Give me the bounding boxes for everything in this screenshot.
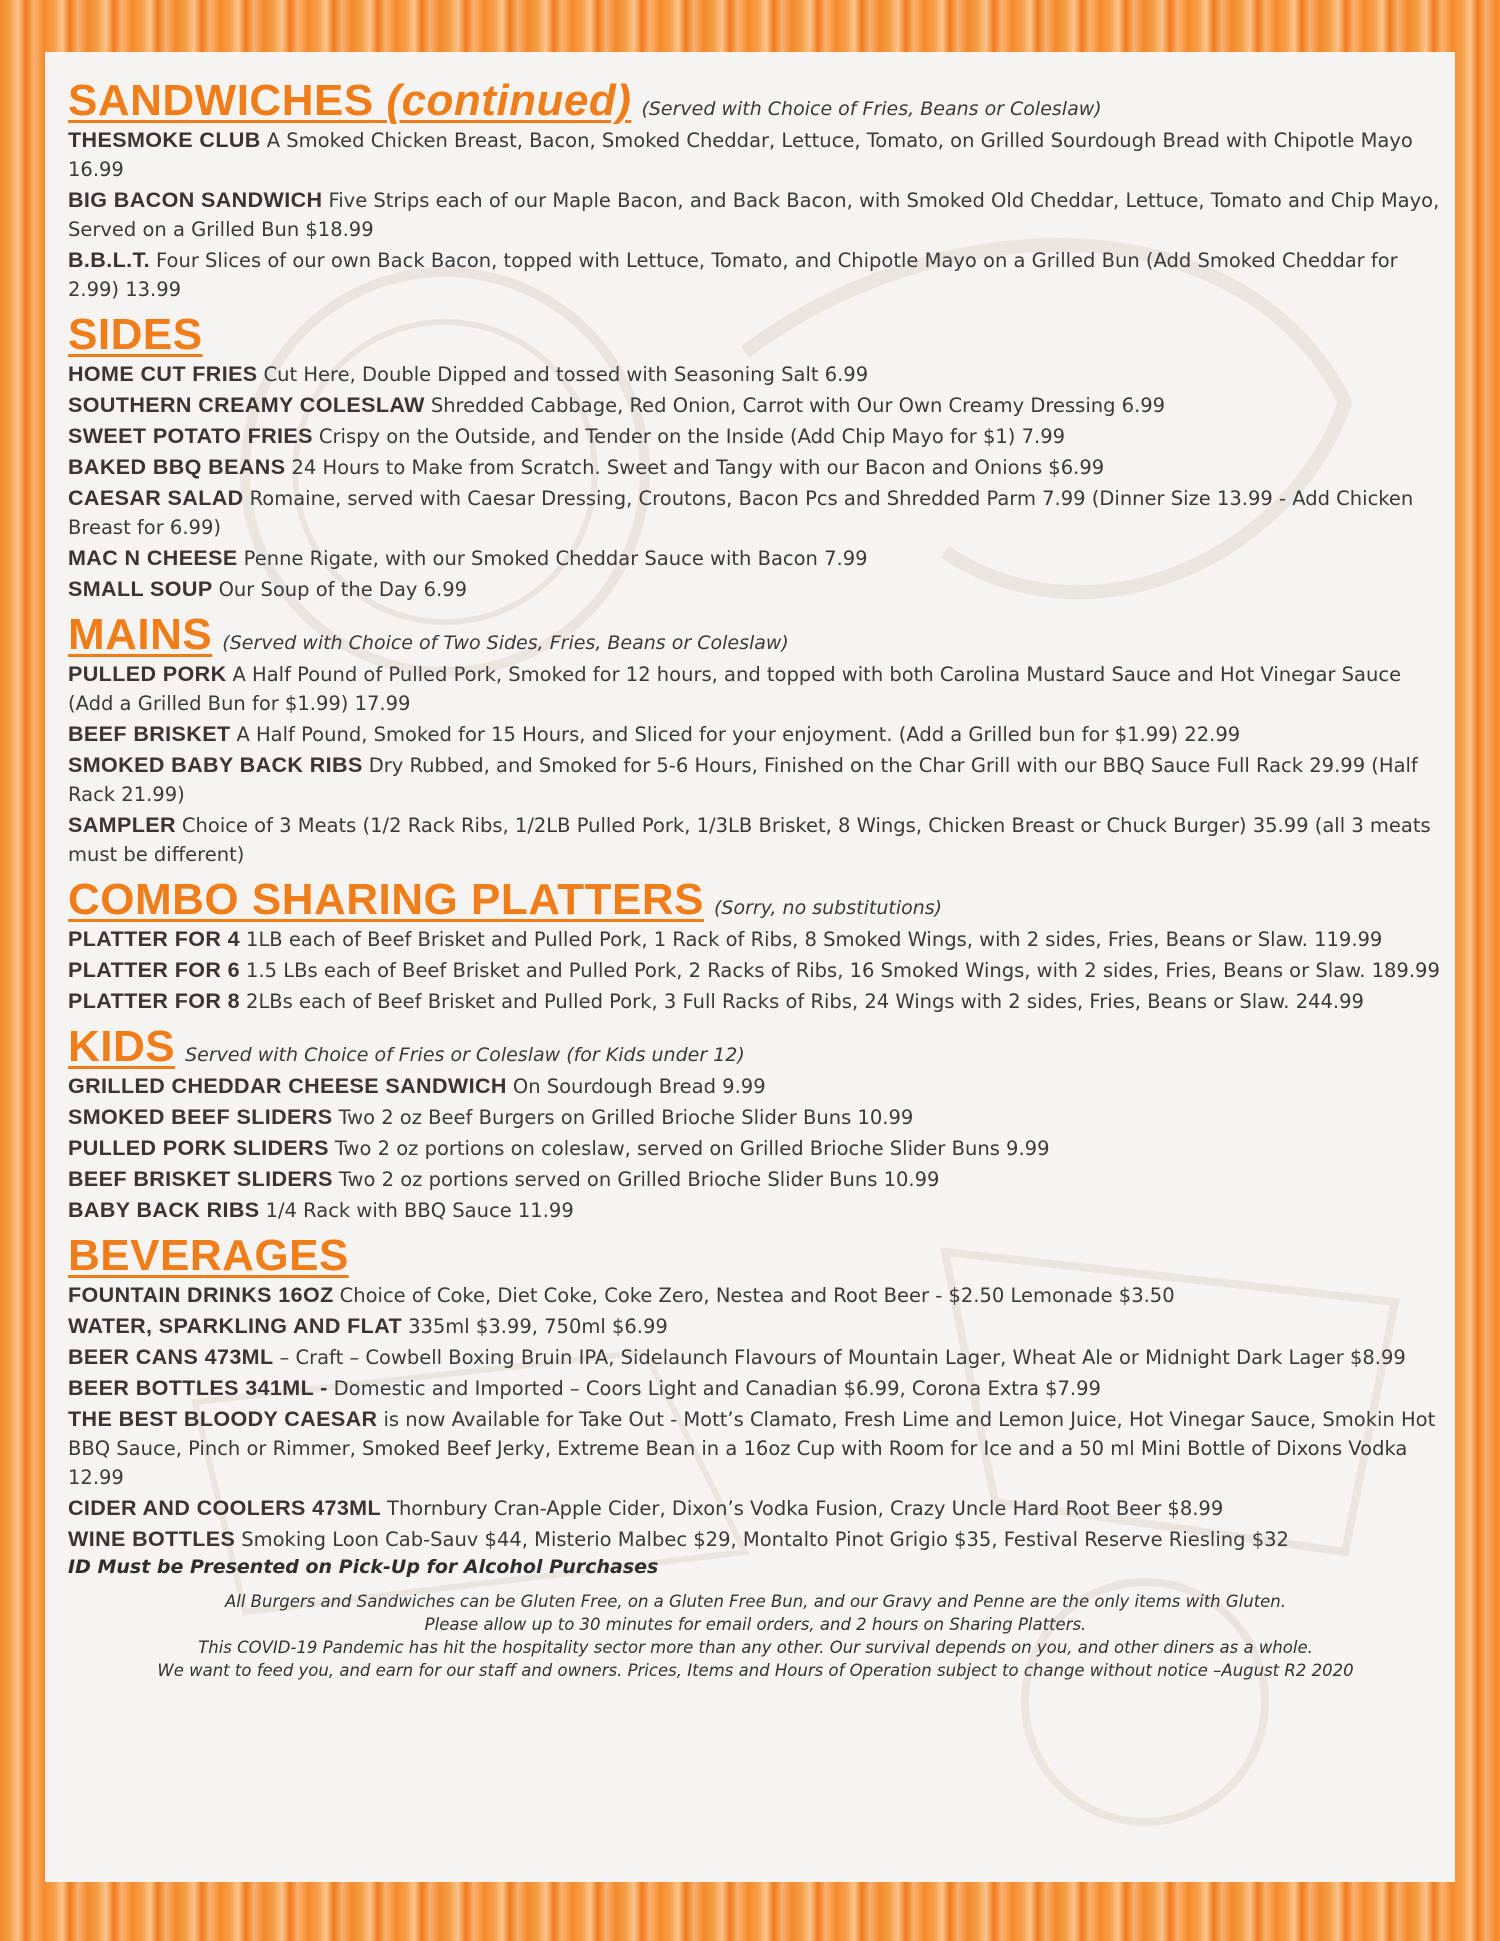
item-desc: Choice of Coke, Diet Coke, Coke Zero, Nestea and Root Beer - $2.50 Lemonade $3.50: [339, 1284, 1175, 1307]
item-desc: Domestic and Imported – Coors Light and Canadian $6.99, Corona Extra $7.99: [333, 1377, 1101, 1400]
menu-item: [68, 246, 1443, 304]
item-name: GRILLED CHEDDAR CHEESE SANDWICH: [68, 1074, 507, 1098]
item-name: SMOKED BABY BACK RIBS: [68, 753, 363, 777]
item-name: MAC N CHEESE: [68, 546, 238, 570]
item-name: BEEF BRISKET: [68, 722, 231, 746]
mains-header: [68, 612, 1443, 658]
item-desc: – Craft – Cowbell Boxing Bruin IPA, Sidelaunch Flavours of Mountain Lager, Wheat Ale or Midnight Dark Lager $8.99: [279, 1346, 1406, 1369]
item-desc: Two 2 oz Beef Burgers on Grilled Brioche Slider Buns 10.99: [338, 1106, 914, 1129]
item-desc: Penne Rigate, with our Smoked Cheddar Sauce with Bacon 7.99: [243, 547, 868, 570]
item-desc: 335ml $3.99, 750ml $6.99: [408, 1315, 668, 1338]
item-desc: 1.5 LBs each of Beef Brisket and Pulled Pork, 2 Racks of Ribs, 16 Smoked Wings, with 2 sides, Fries, Beans or Slaw. 189.99: [246, 959, 1440, 982]
item-name: PLATTER FOR 4: [68, 927, 241, 951]
item-name: PULLED PORK: [68, 662, 227, 686]
item-name: FOUNTAIN DRINKS 16OZ: [68, 1283, 334, 1307]
item-name: THE BEST BLOODY CAESAR: [68, 1407, 378, 1431]
sides-section: [68, 312, 1443, 604]
item-desc: 1LB each of Beef Brisket and Pulled Pork, 1 Rack of Ribs, 8 Smoked Wings, with 2 sides, Fries, Beans or Slaw. 119.99: [246, 928, 1383, 951]
item-name: CAESAR SALAD: [68, 486, 244, 510]
item-desc: Two 2 oz portions on coleslaw, served on Grilled Brioche Slider Buns 9.99: [334, 1137, 1050, 1160]
item-name: BEER BOTTLES 341ML -: [68, 1376, 328, 1400]
menu-item: [68, 925, 1443, 954]
item-desc: Cut Here, Double Dipped and tossed with Seasoning Salt 6.99: [263, 363, 869, 386]
menu-item: [68, 1405, 1443, 1492]
item-name: PLATTER FOR 6: [68, 958, 241, 982]
item-name: CIDER AND COOLERS 473ML: [68, 1496, 382, 1520]
item-name: HOME CUT FRIES: [68, 362, 258, 386]
menu-item: [68, 811, 1443, 869]
item-desc: is now Available for Take Out - Mott’s Clamato, Fresh Lime and Lemon Juice, Hot Vinegar Sauce, Smokin Hot BBQ Sauce, Pinch or Rimmer, Smoked Beef Jerky, Extreme Bean in a 16oz Cup with Room for Ice and a 50 ml Mini Bottle of Dixons Vodka 12.99: [68, 1408, 1436, 1489]
menu-item: [68, 1525, 1443, 1554]
footer-line: This COVID-19 Pandemic has hit the hospitality sector more than any other. Our survival depends on you, and other diners as a whole.: [198, 1638, 1313, 1657]
kids-title: KIDS: [68, 1022, 176, 1071]
sides-header: [68, 312, 1443, 358]
menu-item: [68, 544, 1443, 573]
mains-section: [68, 612, 1443, 869]
menu-item: [68, 1196, 1443, 1225]
menu-item: [68, 575, 1443, 604]
item-name: PULLED PORK SLIDERS: [68, 1136, 329, 1160]
menu-item: [68, 126, 1443, 184]
item-name: BABY BACK RIBS: [68, 1198, 260, 1222]
id-note: ID Must be Presented on Pick-Up for Alcohol Purchases: [68, 1556, 659, 1578]
menu-item: [68, 186, 1443, 244]
item-desc: Our Soup of the Day 6.99: [218, 578, 468, 601]
combo-note: (Sorry, no substitutions): [713, 897, 943, 919]
item-desc: Smoking Loon Cab-Sauv $44, Misterio Malbec $29, Montalto Pinot Grigio $35, Festival Reserve Riesling $32: [241, 1528, 1289, 1551]
menu-item: [68, 987, 1443, 1016]
menu-item: [68, 1134, 1443, 1163]
menu-item: [68, 1343, 1443, 1372]
beverages-title: BEVERAGES: [68, 1231, 349, 1280]
menu-item: [68, 660, 1443, 718]
item-name: BEEF BRISKET SLIDERS: [68, 1167, 333, 1191]
menu-item: [68, 453, 1443, 482]
item-name: PLATTER FOR 8: [68, 989, 241, 1013]
item-desc: 1/4 Rack with BBQ Sauce 11.99: [265, 1199, 574, 1222]
combo-header: [68, 877, 1443, 923]
beverages-header: [68, 1233, 1443, 1279]
item-desc: On Sourdough Bread 9.99: [512, 1075, 766, 1098]
item-desc: A Half Pound, Smoked for 15 Hours, and Sliced for your enjoyment. (Add a Grilled bun for $1.99) 22.99: [236, 723, 1241, 746]
item-desc: Two 2 oz portions served on Grilled Brioche Slider Buns 10.99: [338, 1168, 940, 1191]
item-desc: A Smoked Chicken Breast, Bacon, Smoked Cheddar, Lettuce, Tomato, on Grilled Sourdough Bread with Chipotle Mayo 16.99: [68, 129, 1413, 181]
item-name: BIG BACON SANDWICH: [68, 188, 323, 212]
menu-item: [68, 1072, 1443, 1101]
menu-panel: [45, 52, 1455, 1882]
item-desc: Romaine, served with Caesar Dressing, Croutons, Bacon Pcs and Shredded Parm 7.99 (Dinner Size 13.99 - Add Chicken Breast for 6.99): [68, 487, 1414, 539]
item-name: SAMPLER: [68, 813, 176, 837]
item-desc: 2LBs each of Beef Brisket and Pulled Pork, 3 Full Racks of Ribs, 24 Wings with 2 sides, Fries, Beans or Slaw. 244.99: [246, 990, 1364, 1013]
item-name: SOUTHERN CREAMY COLESLAW: [68, 393, 425, 417]
item-desc: Shredded Cabbage, Red Onion, Carrot with Our Own Creamy Dressing 6.99: [430, 394, 1166, 417]
footer-line: Please allow up to 30 minutes for email orders, and 2 hours on Sharing Platters.: [424, 1615, 1087, 1634]
item-name: BEER CANS 473ML: [68, 1345, 274, 1369]
menu-item: [68, 1103, 1443, 1132]
footer-line: We want to feed you, and earn for our staff and owners. Prices, Items and Hours of Operation subject to change without notice –August R2 2020: [157, 1661, 1354, 1680]
item-desc: Five Strips each of our Maple Bacon, and Back Bacon, with Smoked Old Cheddar, Lettuce, Tomato and Chip Mayo, Served on a Grilled Bun $18.99: [68, 189, 1440, 241]
sides-title: SIDES: [68, 310, 203, 359]
sandwiches-note: (Served with Choice of Fries, Beans or Coleslaw): [641, 98, 1102, 120]
menu-item: [68, 484, 1443, 542]
kids-note: Served with Choice of Fries or Coleslaw (for Kids under 12): [185, 1044, 745, 1066]
menu-item: [68, 391, 1443, 420]
item-desc: Crispy on the Outside, and Tender on the Inside (Add Chip Mayo for $1) 7.99: [318, 425, 1066, 448]
item-desc: Four Slices of our own Back Bacon, topped with Lettuce, Tomato, and Chipotle Mayo on a Grilled Bun (Add Smoked Cheddar for 2.99) 13.99: [68, 249, 1398, 301]
item-desc: Choice of 3 Meats (1/2 Rack Ribs, 1/2LB Pulled Pork, 1/3LB Brisket, 8 Wings, Chicken Breast or Chuck Burger) 35.99 (all 3 meats must be different): [68, 814, 1431, 866]
footer-line: All Burgers and Sandwiches can be Gluten Free, on a Gluten Free Bun, and our Gravy and Penne are the only items with Gluten.: [224, 1592, 1287, 1611]
item-name: SMOKED BEEF SLIDERS: [68, 1105, 333, 1129]
menu-item: [68, 956, 1443, 985]
item-desc: Dry Rubbed, and Smoked for 5-6 Hours, Finished on the Char Grill with our BBQ Sauce Full Rack 29.99 (Half Rack 21.99): [68, 754, 1418, 806]
menu-item: [68, 1281, 1443, 1310]
menu-item: [68, 1374, 1443, 1403]
menu-item: [68, 1312, 1443, 1341]
sandwiches-title: SANDWICHES (continued): [68, 76, 632, 125]
item-name: BAKED BBQ BEANS: [68, 455, 286, 479]
item-desc: A Half Pound of Pulled Pork, Smoked for 12 hours, and topped with both Carolina Mustard Sauce and Hot Vinegar Sauce (Add a Grilled Bun for $1.99) 17.99: [68, 663, 1402, 715]
menu-item: [68, 720, 1443, 749]
combo-section: [68, 877, 1443, 1016]
menu-item: [68, 360, 1443, 389]
menu-item: [68, 1165, 1443, 1194]
mains-note: (Served with Choice of Two Sides, Fries, Beans or Coleslaw): [222, 632, 789, 654]
mains-title: MAINS: [68, 610, 213, 659]
item-desc: 24 Hours to Make from Scratch. Sweet and Tangy with our Bacon and Onions $6.99: [291, 456, 1105, 479]
item-name: SWEET POTATO FRIES: [68, 424, 313, 448]
kids-section: [68, 1024, 1443, 1225]
menu-item: [68, 1494, 1443, 1523]
item-name: WINE BOTTLES: [68, 1527, 236, 1551]
footer-notes: [68, 1590, 1443, 1682]
item-name: THESMOKE CLUB: [68, 128, 261, 152]
item-name: SMALL SOUP: [68, 577, 213, 601]
sandwiches-header: [68, 78, 1443, 124]
item-desc: Thornbury Cran-Apple Cider, Dixon’s Vodka Fusion, Crazy Uncle Hard Root Beer $8.99: [387, 1497, 1224, 1520]
combo-title: COMBO SHARING PLATTERS: [68, 875, 704, 924]
item-name: WATER, SPARKLING AND FLAT: [68, 1314, 403, 1338]
menu-item: [68, 751, 1443, 809]
beverages-section: [68, 1233, 1443, 1578]
item-name: B.B.L.T.: [68, 248, 151, 272]
sandwiches-section: [68, 78, 1443, 304]
kids-header: [68, 1024, 1443, 1070]
menu-item: [68, 422, 1443, 451]
